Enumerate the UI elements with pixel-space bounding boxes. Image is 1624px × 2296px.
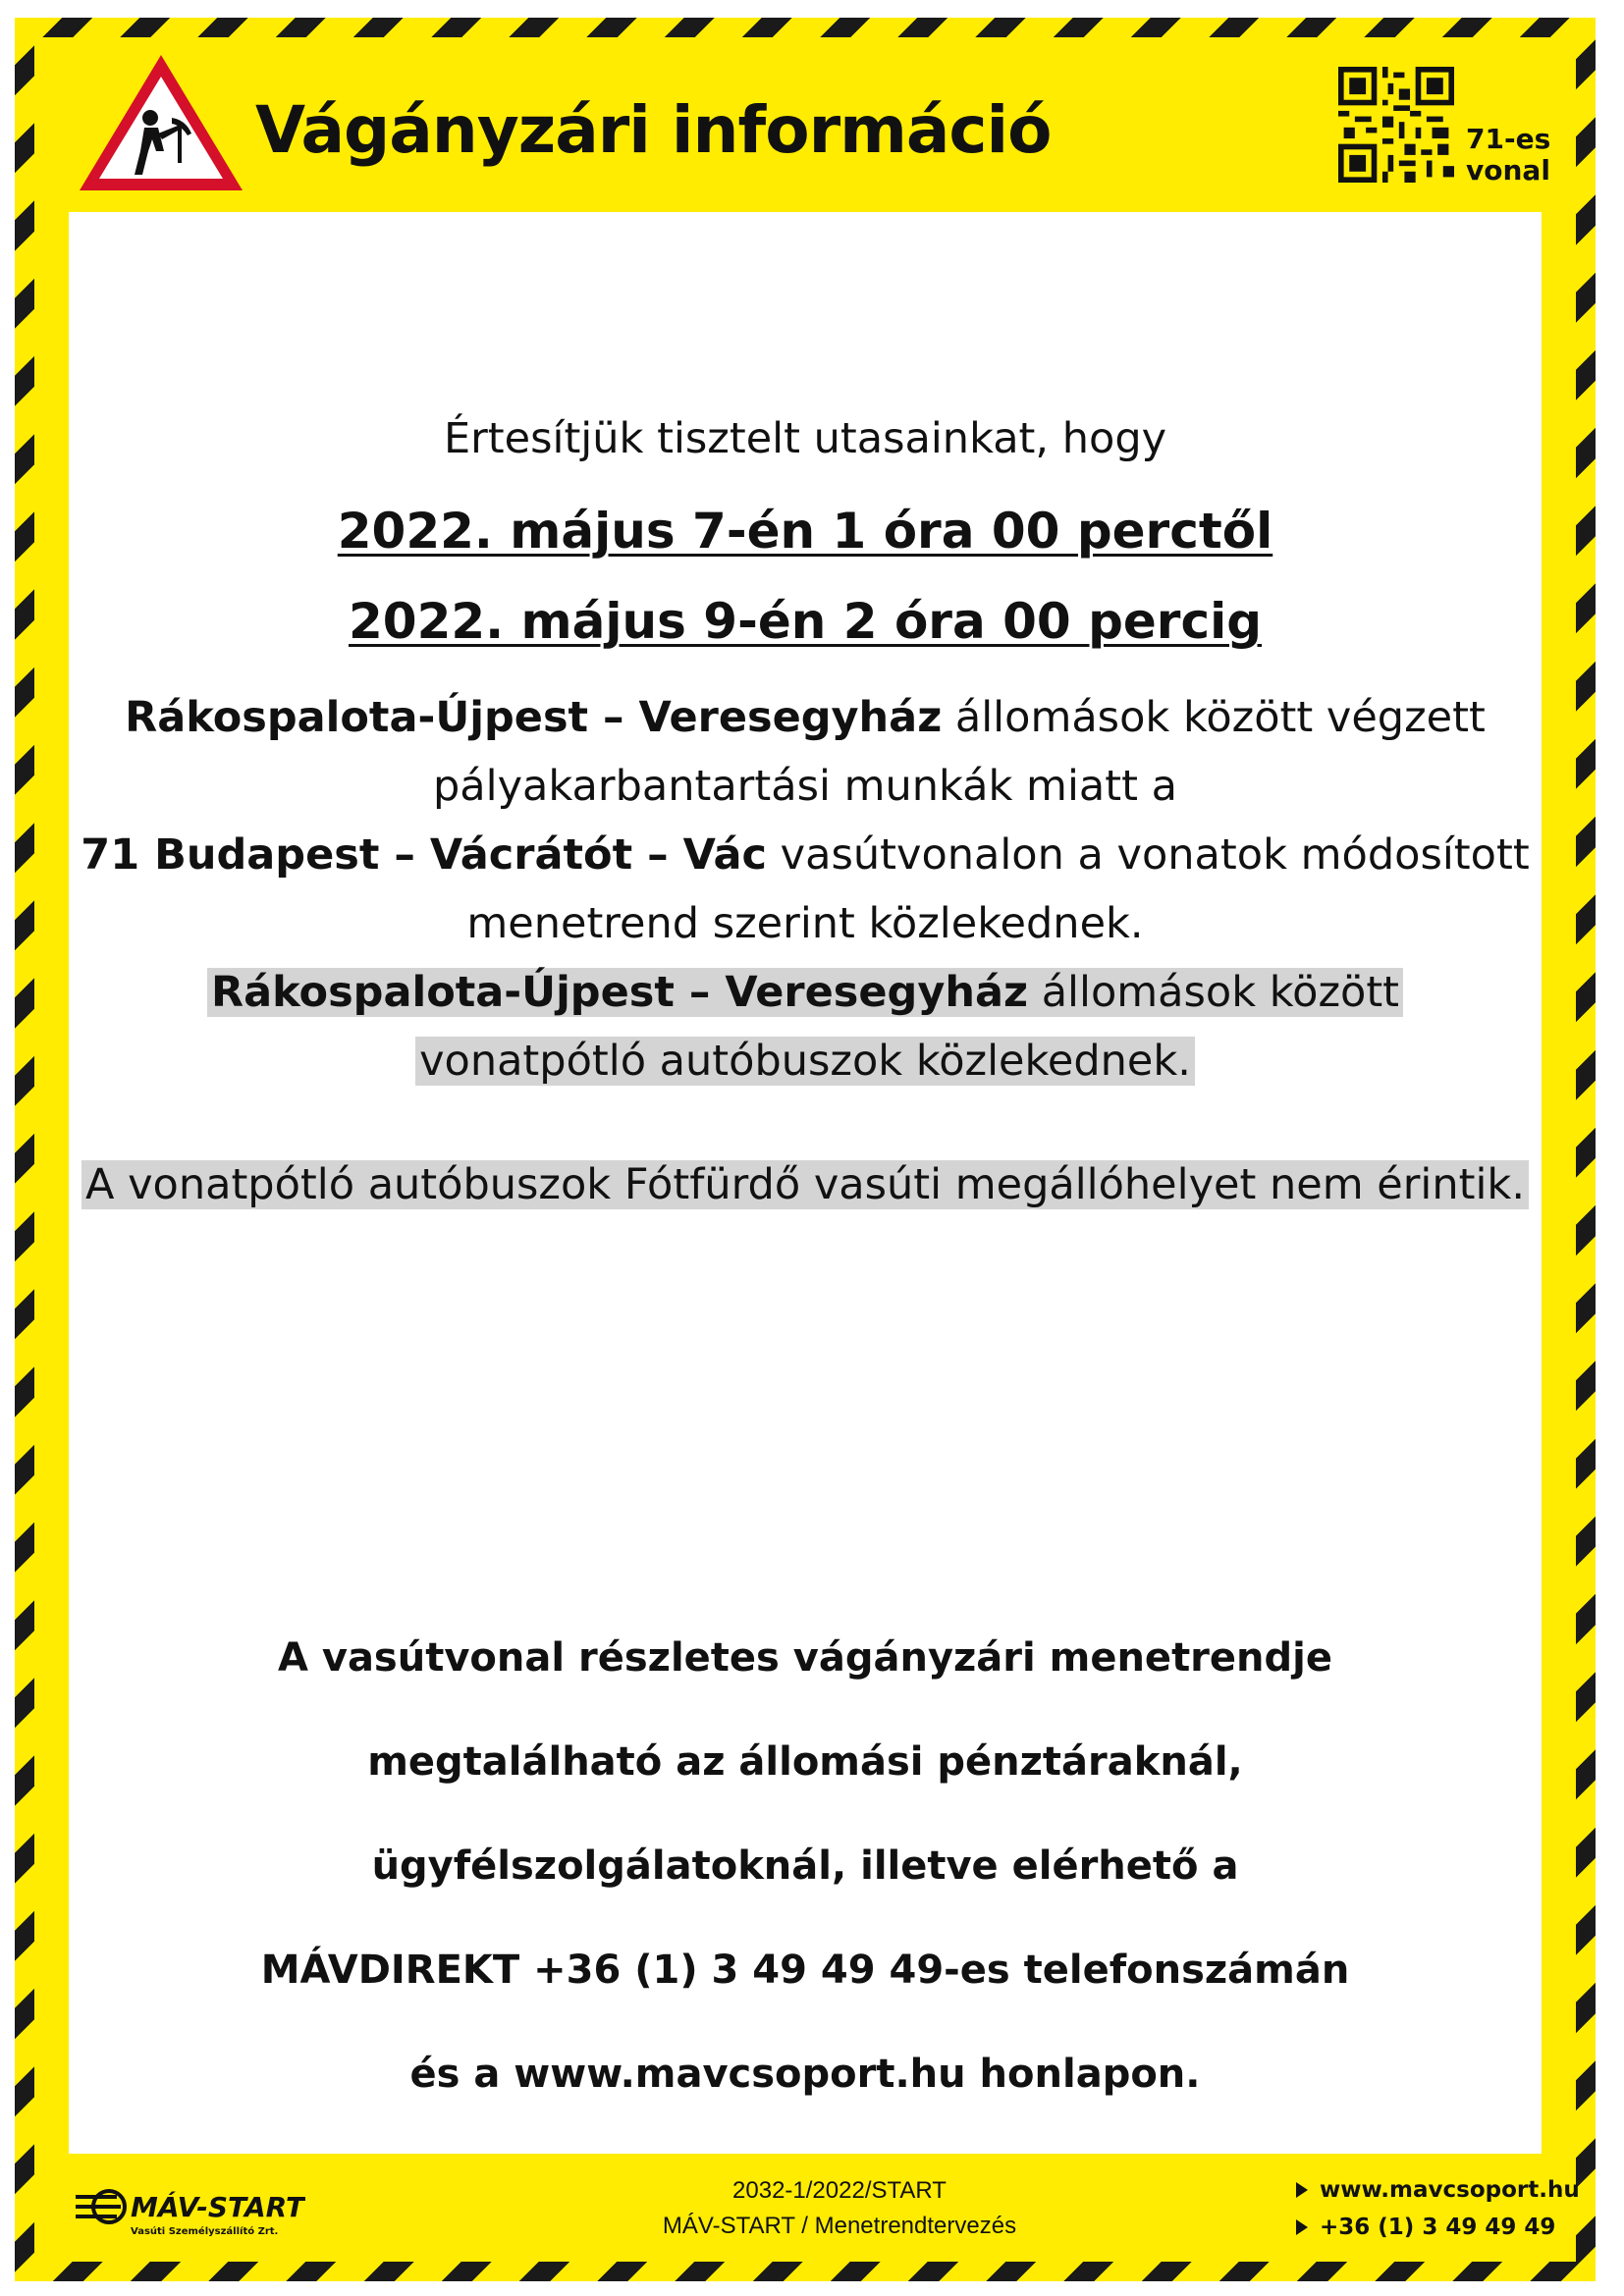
date-from: 2022. május 7-én 1 óra 00 perctől xyxy=(337,503,1273,560)
bus-replacement-line2: vonatpótló autóbuszok közlekednek. xyxy=(415,1037,1195,1086)
bus-section-name: Rákospalota-Újpest – Veresegyház xyxy=(210,968,1029,1017)
logo-subtext: Vasúti Személyszállító Zrt. xyxy=(131,2226,279,2237)
qr-code-icon[interactable] xyxy=(1338,67,1454,183)
schedule-change: vasútvonalon a vonatok módosított menetrend szerint közlekednek. xyxy=(466,830,1530,948)
phone-row[interactable] xyxy=(1296,2209,1580,2246)
doc-number: 2032-1/2022/START xyxy=(732,2177,947,2204)
mav-start-logo xyxy=(70,2177,305,2246)
intro-text: Értesítjük tisztelt utasainkat, hogy xyxy=(443,414,1167,463)
website-link[interactable]: www.mavcsoport.hu xyxy=(1320,2177,1580,2203)
page-title: Vágányzári információ xyxy=(255,92,1052,168)
route-name: 71 Budapest – Vácrátót – Vác xyxy=(81,830,768,880)
line-number-label: 71-es vonal xyxy=(1466,123,1551,187)
info-line-2: megtalálható az állomási pénztáraknál, xyxy=(367,1739,1243,1785)
info-line-5: és a www.mavcsoport.hu honlapon. xyxy=(409,2052,1201,2097)
closure-reason: állomások között végzett pályakarbantartási munkák miatt a xyxy=(433,693,1486,811)
contact-info xyxy=(1296,2171,1580,2246)
footer xyxy=(34,2154,1580,2262)
website-row[interactable] xyxy=(1296,2171,1580,2209)
arrow-right-icon xyxy=(1296,2219,1308,2235)
warning-worker-icon xyxy=(76,49,247,196)
stop-note-text: A vonatpótló autóbuszok Fótfürdő vasúti megállóhelyet nem érintik. xyxy=(81,1160,1529,1209)
header xyxy=(34,37,1576,212)
department: MÁV-START / Menetrendtervezés xyxy=(662,2213,1017,2239)
stop-note xyxy=(69,1150,1542,1219)
logo-text: MÁV-START xyxy=(131,2191,305,2223)
document-reference xyxy=(565,2173,1114,2244)
date-to: 2022. május 9-én 2 óra 00 percig xyxy=(348,593,1263,650)
section-name: Rákospalota-Újpest – Veresegyház xyxy=(125,693,943,742)
info-line-4: MÁVDIREKT +36 (1) 3 49 49 49-es telefonszámán xyxy=(260,1948,1350,1993)
bus-section-text: állomások között xyxy=(1028,968,1400,1017)
info-line-1: A vasútvonal részletes vágányzári menetrendje xyxy=(277,1635,1332,1681)
notice-body xyxy=(69,212,1542,2154)
arrow-right-icon xyxy=(1296,2182,1308,2198)
phone-number[interactable]: +36 (1) 3 49 49 49 xyxy=(1320,2215,1556,2240)
info-line-3: ügyfélszolgálatoknál, illetve elérhető a xyxy=(371,1843,1239,1889)
bus-replacement-line1 xyxy=(207,968,1403,1017)
timetable-info xyxy=(69,1606,1542,2126)
closure-description xyxy=(69,683,1542,1095)
